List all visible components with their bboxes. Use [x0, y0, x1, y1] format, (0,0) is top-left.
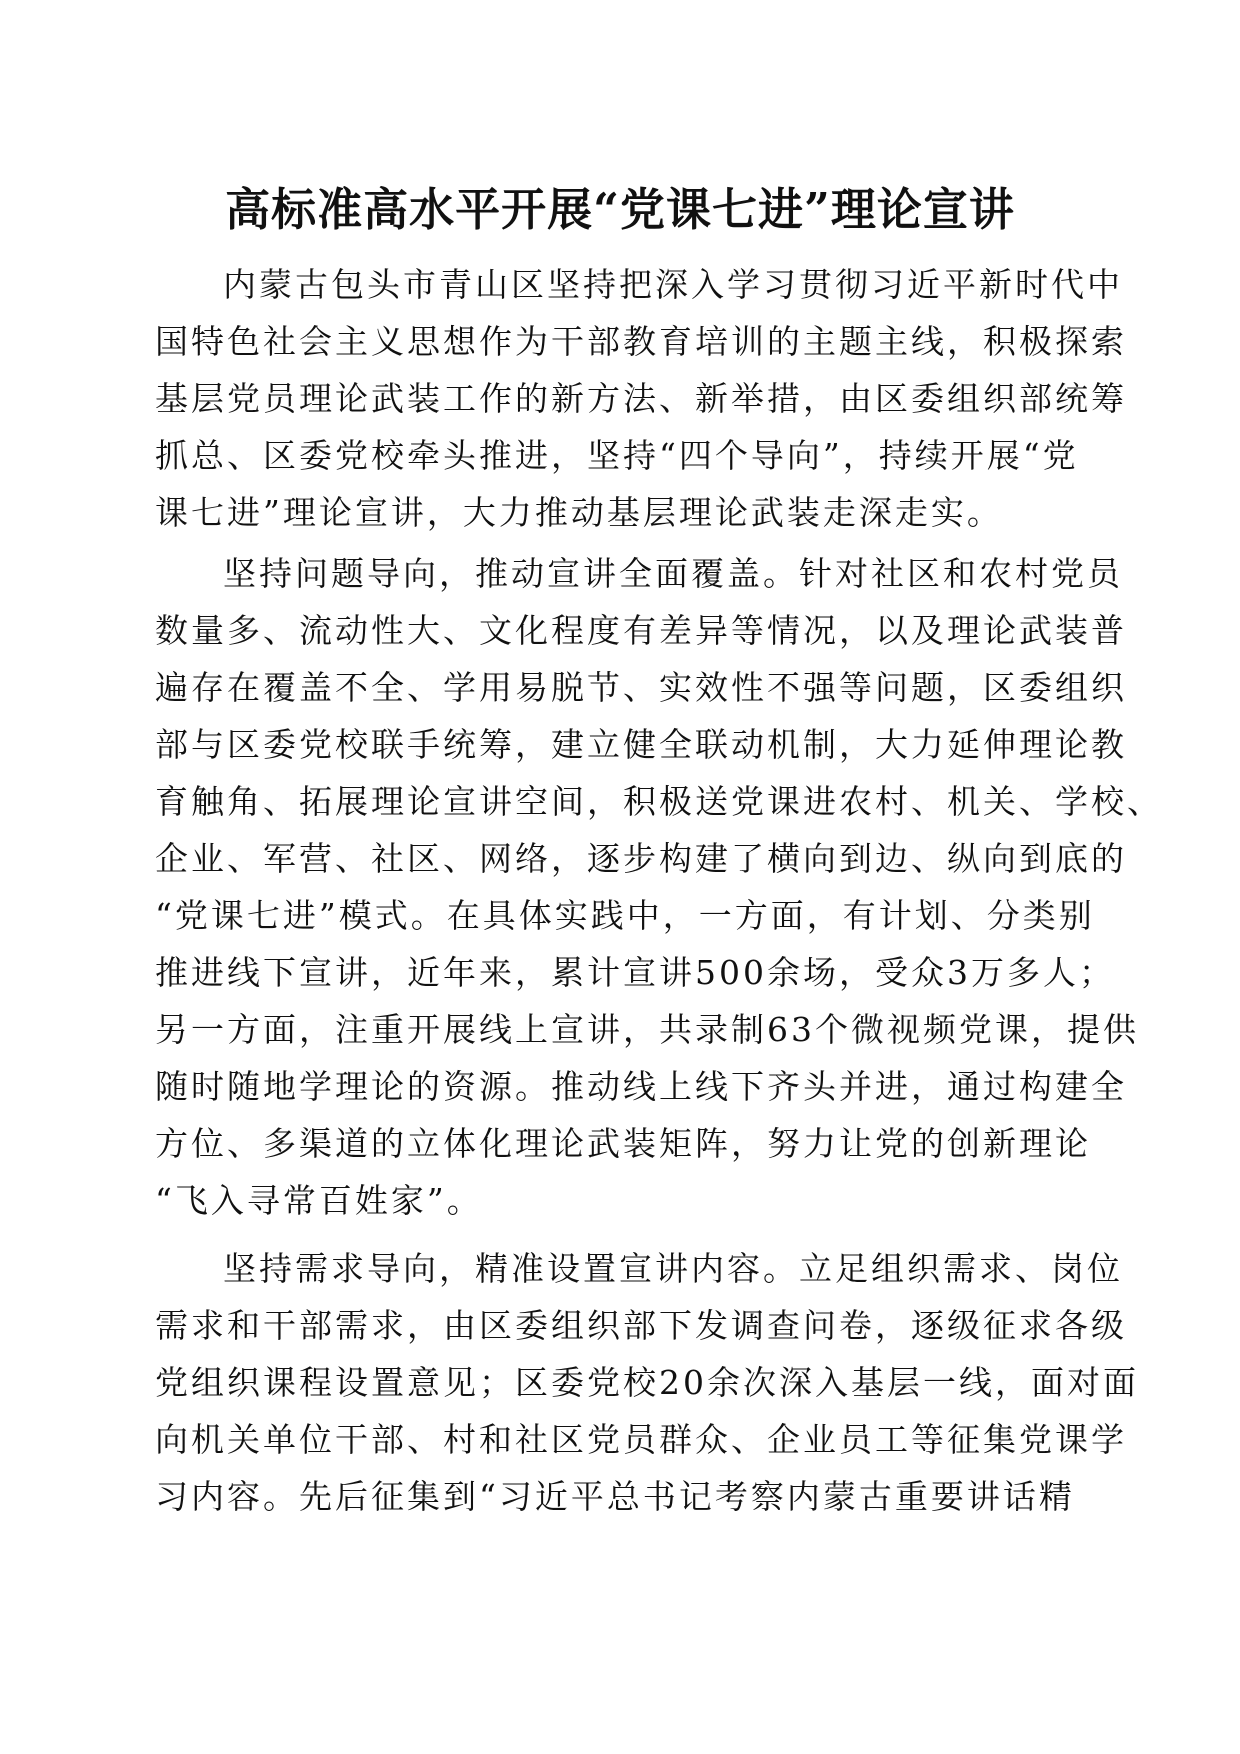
body-line: 习内容。先后征集到“习近平总书记考察内蒙古重要讲话精 [155, 1477, 1075, 1516]
body-line: 另一方面，注重开展线上宣讲，共录制63个微视频党课，提供 [155, 1010, 1139, 1049]
body-line: 党组织课程设置意见；区委党校20余次深入基层一线，面对面 [155, 1363, 1139, 1402]
body-line: 需求和干部需求，由区委组织部下发调查问卷，逐级征求各级 [155, 1306, 1127, 1345]
body-line: 坚持问题导向，推动宣讲全面覆盖。针对社区和农村党员 [223, 554, 1123, 593]
body-line: 育触角、拓展理论宣讲空间，积极送党课进农村、机关、学校、 [155, 782, 1163, 821]
body-line: 推进线下宣讲，近年来，累计宣讲500余场，受众3万多人； [155, 953, 1115, 992]
body-line: 内蒙古包头市青山区坚持把深入学习贯彻习近平新时代中 [223, 265, 1123, 304]
body-line: 数量多、流动性大、文化程度有差异等情况，以及理论武装普 [155, 611, 1127, 650]
body-line: 抓总、区委党校牵头推进，坚持“四个导向”，持续开展“党 [155, 436, 1079, 475]
body-line: 随时随地学理论的资源。推动线上线下齐头并进，通过构建全 [155, 1067, 1127, 1106]
body-line: 企业、军营、社区、网络，逐步构建了横向到边、纵向到底的 [155, 839, 1127, 878]
body-line: 方位、多渠道的立体化理论武装矩阵，努力让党的创新理论 [155, 1124, 1091, 1163]
body-line: 国特色社会主义思想作为干部教育培训的主题主线，积极探索 [155, 322, 1127, 361]
document-title: 高标准高水平开展“党课七进”理论宣讲 [225, 183, 1015, 236]
body-line: 遍存在覆盖不全、学用易脱节、实效性不强等问题，区委组织 [155, 668, 1127, 707]
body-line: 向机关单位干部、村和社区党员群众、企业员工等征集党课学 [155, 1420, 1127, 1459]
body-line: 部与区委党校联手统筹，建立健全联动机制，大力延伸理论教 [155, 725, 1127, 764]
body-line: “飞入寻常百姓家”。 [155, 1181, 483, 1220]
body-line: “党课七进”模式。在具体实践中，一方面，有计划、分类别 [155, 896, 1095, 935]
body-line: 课七进”理论宣讲，大力推动基层理论武装走深走实。 [155, 493, 1003, 532]
body-line: 坚持需求导向，精准设置宣讲内容。立足组织需求、岗位 [223, 1249, 1123, 1288]
body-line: 基层党员理论武装工作的新方法、新举措，由区委组织部统筹 [155, 379, 1127, 418]
